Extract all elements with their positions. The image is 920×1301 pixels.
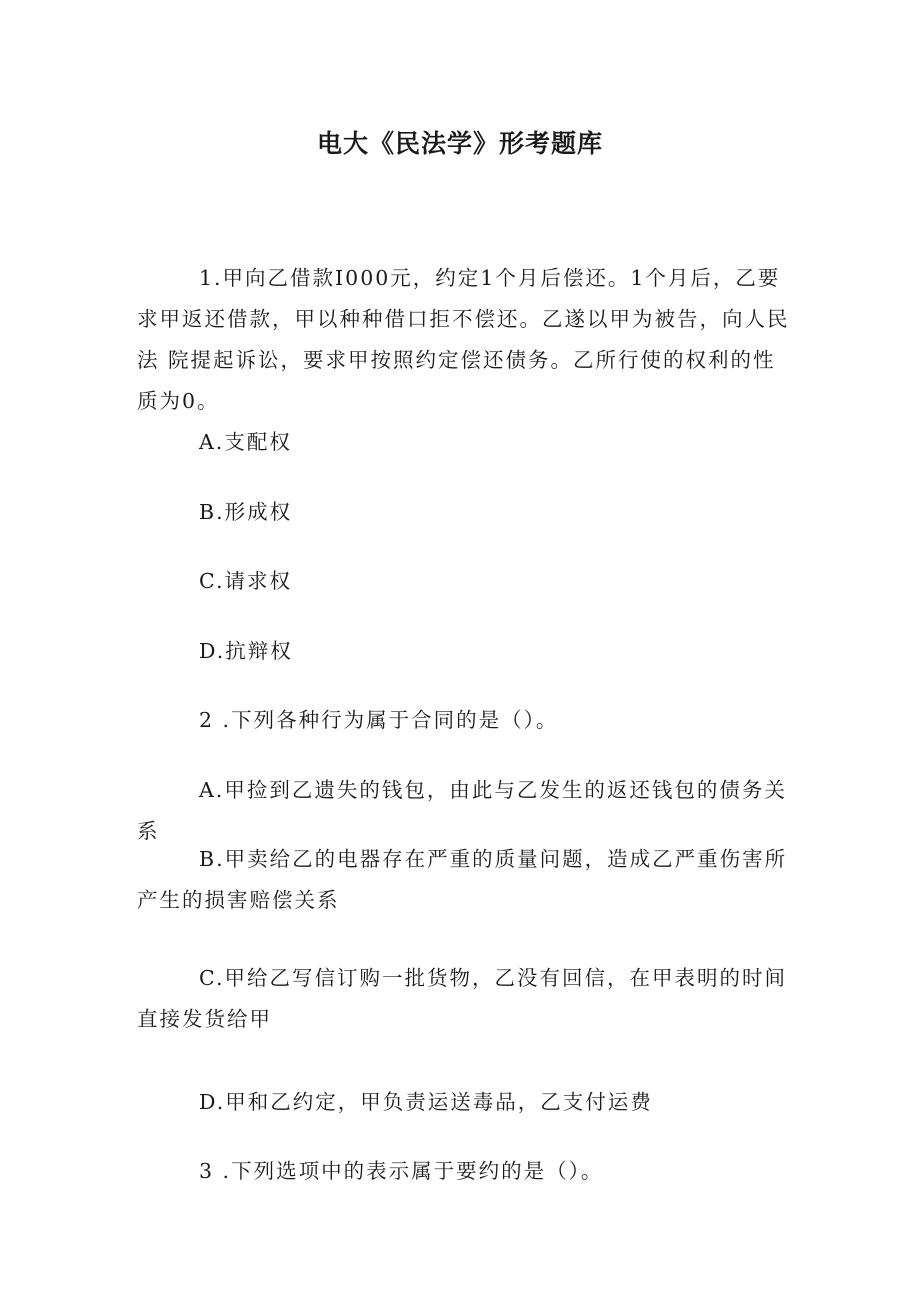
- question-2-option-c: C.甲给乙写信订购一批货物，乙没有回信，在甲表明的时间 直接发货给甲: [137, 966, 787, 1031]
- question-2-option-b: B.甲卖给乙的电器存在严重的质量问题，造成乙严重伤害所 产生的损害赔偿关系: [137, 847, 788, 912]
- question-1-option-d: D.抗辩权: [199, 639, 293, 663]
- question-2-stem: 2 .下列各种行为属于合同的是（）。: [199, 708, 559, 732]
- question-1-option-c: C.请求权: [199, 569, 292, 593]
- document-title: 电大《民法学》形考题库: [316, 129, 603, 158]
- question-2-option-d: D.甲和乙约定，甲负责运送毒品，乙支付运费: [199, 1090, 653, 1114]
- question-2-option-a: A.甲捡到乙遗失的钱包，由此与乙发生的返还钱包的债务关 系: [137, 778, 787, 843]
- question-1-stem: 1.甲向乙借款I000元，约定1个月后偿还。1个月后，乙要 求甲返还借款，甲以种种借口拒不偿还。乙遂以甲为被告，向人民法 院提起诉讼，要求甲按照约定偿还债务。乙所行使的权利的性质为0。: [137, 266, 790, 413]
- question-1-option-a: A.支配权: [199, 430, 292, 454]
- question-1-option-b: B.形成权: [199, 500, 293, 524]
- question-3-stem: 3 .下列选项中的表示属于要约的是（）。: [199, 1159, 604, 1183]
